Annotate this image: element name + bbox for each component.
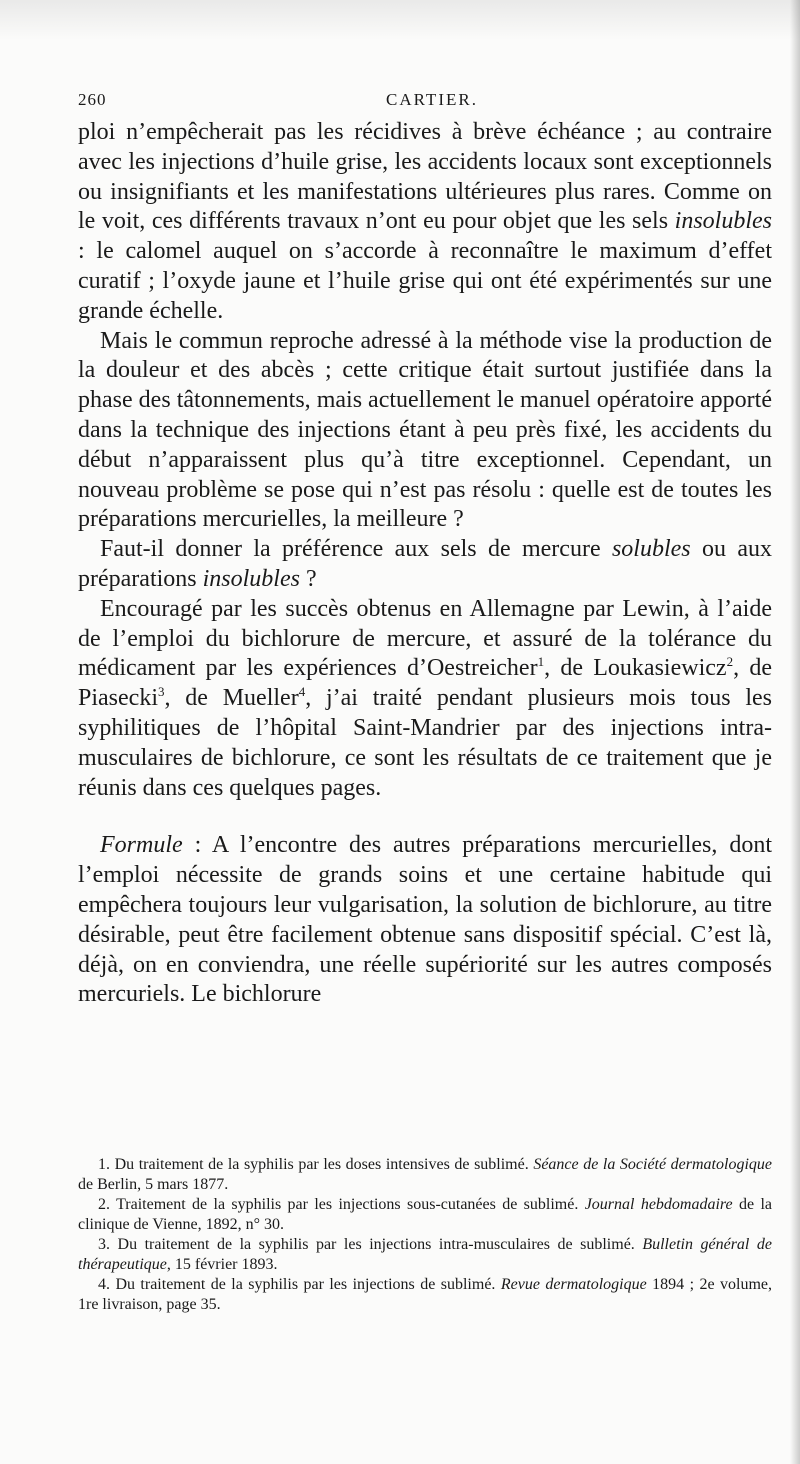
paragraph-2: Mais le commun reproche adressé à la méthode vise la production de la douleur et des abcès ; cette critique était surtout justifiée dans la phase des tâtonnements, mais actuellement le manuel opératoire apporté dans la technique des injections étant à peu près fixé, les accidents du début n’apparaissent plus qu’à titre exceptionnel. Cependant, un nouveau problème se pose qui n’est pas résolu : quelle est de toutes les préparations mercurielles, la meilleure ? — [78, 327, 772, 533]
footnote-4: 4. Du traitement de la syphilis par les injections de sublimé. Revue dermatologique 1894 ; 2e volume, 1re livraison, page 35. — [78, 1276, 772, 1313]
emphasis: solubles — [611, 536, 691, 563]
paragraph-3: Faut-il donner la préférence aux sels de mercure solubles ou aux préparations insolubles ? — [78, 536, 772, 592]
emphasis: insolubles — [674, 208, 772, 235]
emphasis: Formule — [100, 832, 183, 859]
running-head: CARTIER. — [386, 90, 478, 109]
scan-top-shadow — [0, 0, 800, 40]
footnotes — [78, 1155, 772, 1315]
emphasis: insolubles — [202, 565, 300, 592]
page-header — [78, 90, 778, 114]
page-number: 260 — [78, 90, 107, 109]
footnote-2: 2. Traitement de la syphilis par les injections sous-cutanées de sublimé. Journal hebdomadaire de la clinique de Vienne, 1892, n° 30. — [78, 1196, 773, 1233]
footnote-3: 3. Du traitement de la syphilis par les injections intra-musculaires de sublimé. Bulletin général de thérapeutique, 15 février 1893. — [78, 1236, 772, 1273]
footnote-ref: 4 — [298, 684, 306, 700]
footnote-ref: 3 — [157, 684, 165, 700]
paragraph-1: ploi n’empêcherait pas les récidives à brève échéance ; au contraire avec les injections d’huile grise, les accidents locaux sont exceptionnels ou insignifiants et les manifestations ultérieures plus rares. Comme on le voit, ces différents travaux n’ont eu pour objet que les sels insolubles : le calomel auquel on s’accorde à reconnaître le maximum d’effet curatif ; l’oxyde jaune et l’huile grise qui ont été expérimentés sur une grande échelle. — [78, 119, 772, 324]
body-text — [78, 118, 772, 1010]
paragraph-5: Formule : A l’encontre des autres préparations mercurielles, dont l’emploi nécessite de grands soins et une certaine habitude qui empêchera toujours leur vulgarisation, la solution de bichlorure, au titre désirable, peut être facilement obtenue sans dispositif spécial. C’est là, déjà, on en conviendra, une réelle supériorité sur les autres composés mercuriels. Le bichlorure — [78, 832, 772, 1008]
scan-edge-shadow — [790, 0, 800, 1464]
footnote-ref: 1 — [537, 654, 545, 670]
footnote-ref: 2 — [726, 654, 734, 670]
footnote-1: 1. Du traitement de la syphilis par les doses intensives de sublimé. Séance de la Société dermatologique de Berlin, 5 mars 1877. — [78, 1156, 772, 1193]
paragraph-4: Encouragé par les succès obtenus en Allemagne par Lewin, à l’aide de l’emploi du bichlorure de mercure, et assuré de la tolérance du médicament par les expériences d’Oestreicher$^1$, de Loukasiewicz$^2$, de Piasecki$^3$, de Mueller$^4$, j’ai traité pendant plusieurs mois tous les syphilitiques de l’hôpital Saint-Mandrier par des injections intra-musculaires de bichlorure, ce sont les résultats de ce traitement que je réunis dans ces quelques pages. — [78, 595, 773, 801]
